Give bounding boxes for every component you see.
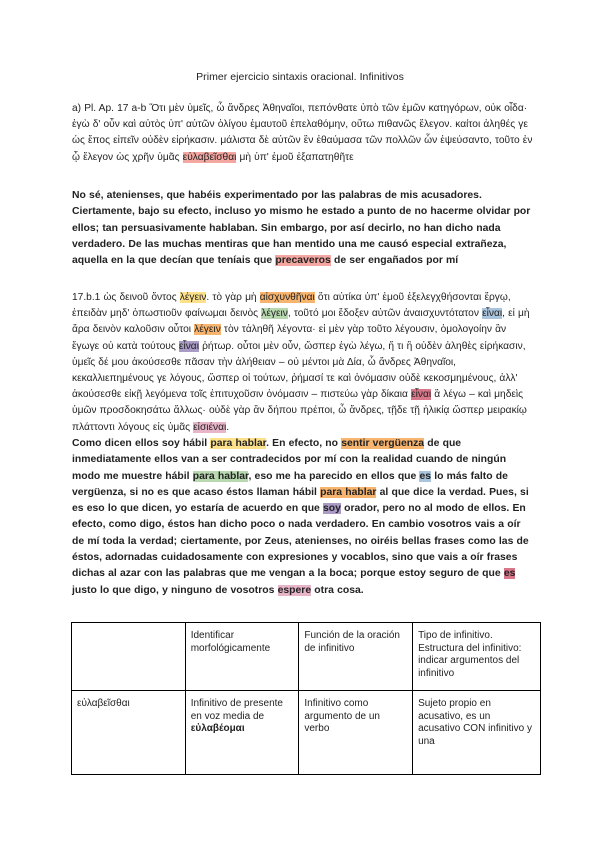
table-cell-morphology	[185, 691, 299, 775]
highlight-infinitive: precaveros	[275, 255, 331, 267]
greek-passage-a	[72, 101, 534, 166]
table-row	[72, 691, 541, 775]
table-header-row	[72, 623, 541, 691]
highlight-infinitive: soy	[323, 503, 341, 515]
highlight-infinitive: εἶναι	[178, 340, 199, 352]
highlight-infinitive: sentir vergüenza	[341, 438, 425, 449]
text-segment: μὴ ὑπ' ἐμοῦ ἐξαπατηθῆτε	[236, 151, 354, 163]
text-segment: , τοῦτό μοι ἔδοξεν αὐτῶν ἀναισχυντότατον	[287, 308, 483, 320]
text-segment: otra cosa.	[311, 584, 364, 596]
highlight-infinitive: para hablar	[320, 486, 377, 498]
text-segment: , eso me ha parecido en ellos que	[248, 470, 420, 482]
text-segment: , εἰ μὴ ἄρα δεινὸν καλοῦσιν οὗτοι	[72, 308, 530, 336]
highlight-infinitive: εἰσιέναι	[193, 421, 227, 433]
text-segment: ῥήτωρ. οὗτοι μὲν οὖν, ὥσπερ ἐγὼ λέγω, ἤ τι ἢ οὐδὲν ἀληθὲς εἰρήκασιν, ὑμεῖς δέ μου ἀκούσεσθε πᾶσαν τὴν ἀλήθειαν – οὐ μέντοι μὰ Δία, ὦ ἄνδρες Ἀθηναῖοι, κεκαλλιεπημένους γε λόγους, ὥσπερ οἱ τούτων, ῥήμασί τε καὶ ὀνόμασιν οὐδὲ κεκοσμημένους, ἀλλ' ἀκούσεσθε εἰκῇ λεγόμενα τοῖς ἐπιτυχοῦσιν ὀνόμασιν – πιστεύω γὰρ δίκαια	[72, 340, 526, 401]
highlight-infinitive: εἶναι	[411, 389, 432, 401]
text-segment: orador, pero no al modo de ellos. En efecto, como digo, éstos han dicho poco o nada verdadero. En cambio vosotros vais a oír de mí toda la verdad; ciertamente, por Zeus, atenienses, no oiréis bellas frases como las de éstos, adornadas cuidadosamente con expresiones y vocablos, sino que vais a oír frases dichas al azar con las palabras que me vengan a la boca; porque estoy seguro de que	[72, 503, 529, 580]
highlight-infinitive: λέγειν	[194, 324, 221, 336]
highlight-infinitive: λέγειν	[179, 292, 207, 303]
text-segment: 17.b.1 ὡς δεινοῦ ὄντος	[72, 292, 180, 303]
text-segment: de que inmediatamente ellos van a ser contradecidos por mí con la realidad cuando de ningún modo me muestre hábil	[72, 438, 507, 482]
cell-text: Infinitivo de presente en voz media de	[190, 698, 283, 722]
analysis-table	[71, 622, 541, 775]
table-header-cell	[72, 623, 186, 691]
highlight-infinitive: αἰσχυνθῆναι	[259, 292, 315, 303]
text-segment: de ser engañados por mí	[330, 255, 459, 267]
text-segment: No sé, atenienses, que habéis experimentado por las palabras de mis acusadores. Ciertamente, bajo su efecto, incluso yo mismo he estado a punto de no hacerme olvidar por ellos; tan persuasivamente hablaban. Sin embargo, por así decirlo, no han dicho nada verdadero. De las muchas mentiras que han mentido una me causó especial extrañeza, aquella en la que decían que teníais que	[72, 190, 531, 267]
cell-text-bold: εὐλαβέομαι	[190, 723, 245, 735]
highlight-infinitive: λέγειν	[261, 308, 288, 320]
table-header-cell: Tipo de infinitivo. Estructura del infinitivo: indicar argumentos del infinitivo	[413, 623, 541, 691]
text-segment: a) Pl. Ap. 17 a-b Ὅτι μὲν ὑμεῖς, ὦ ἄνδρες Ἀθηναῖοι, πεπόνθατε ὑπὸ τῶν ἐμῶν κατηγόρων, οὐκ οἶδα· ἐγὼ δ' οὖν καὶ αὐτὸς ὑπ' αὐτῶν ὀλίγου ἐμαυτοῦ ἐπελαθόμην, οὕτω πιθανῶς ἔλεγον. καίτοι ἀληθές γε ὡς ἔπος εἰπεῖν οὐδὲν εἰρήκασιν. μάλιστα δὲ αὐτῶν ἓν ἐθαύμασα τῶν πολλῶν ὧν ἐψεύσαντο, τοῦτο ἐν ᾧ ἔλεγον ὡς χρῆν ὑμᾶς	[72, 103, 533, 163]
table-cell-word: εὐλαβεῖσθαι	[72, 691, 186, 775]
greek-passage-b	[72, 290, 534, 436]
table-header-cell: Identificar morfológicamente	[185, 623, 299, 691]
text-segment: al que dice la verdad. Pues, si es eso lo que dicen, yo estaría de acuerdo en que	[72, 486, 529, 515]
text-segment: lo más falto de vergüenza, si no es que acaso éstos llaman hábil	[72, 470, 508, 498]
highlight-infinitive: espere	[277, 584, 312, 596]
text-segment: ἃ λέγω – καὶ μηδεὶς ὑμῶν προσδοκησάτω ἄλλως· οὐδὲ γὰρ ἂν δήπου πρέποι, ὦ ἄνδρες, τῇδε τῇ ἡλικίᾳ ὥσπερ μειρακίῳ πλάττοντι λόγους εἰς ὑμᾶς	[72, 389, 527, 433]
table-cell-type: Sujeto propio en acusativo, es un acusativo CON infinitivo y una	[413, 691, 541, 775]
table-cell-function: Infinitivo como argumento de un verbo	[299, 691, 413, 775]
highlight-infinitive: es	[419, 470, 432, 482]
page-title: Primer ejercicio sintaxis oracional. Infinitivos	[196, 71, 404, 83]
text-segment: . En efecto, no	[266, 438, 342, 449]
spanish-translation-a	[72, 188, 534, 269]
highlight-infinitive: εὐλαβεῖσθαι	[182, 151, 237, 163]
highlight-infinitive: para hablar	[192, 470, 249, 482]
table-header-cell: Función de la oración de infinitivo	[299, 623, 413, 691]
text-segment: . τὸ γὰρ μὴ	[206, 292, 260, 303]
highlight-infinitive: para hablar	[210, 438, 267, 449]
text-segment: .	[226, 421, 230, 433]
text-segment: justo lo que digo, y ninguno de vosotros	[72, 584, 278, 596]
text-segment: ὅτι αὐτίκα ὑπ' ἐμοῦ ἐξελεγχθήσονται ἔργῳ, ἐπειδὰν μηδ' ὁπωστιοῦν φαίνωμαι δεινὸς	[72, 292, 511, 320]
text-segment: τὸν τἀληθῆ λέγοντα· εἰ μὲν γὰρ τοῦτο λέγουσιν, ὁμολογοίην ἂν ἔγωγε οὐ κατὰ τούτους	[72, 324, 507, 352]
spanish-translation-b	[72, 436, 534, 599]
highlight-infinitive: εἶναι	[482, 308, 503, 320]
text-segment: Como dicen ellos soy hábil	[72, 438, 211, 449]
highlight-infinitive: es	[503, 568, 516, 580]
